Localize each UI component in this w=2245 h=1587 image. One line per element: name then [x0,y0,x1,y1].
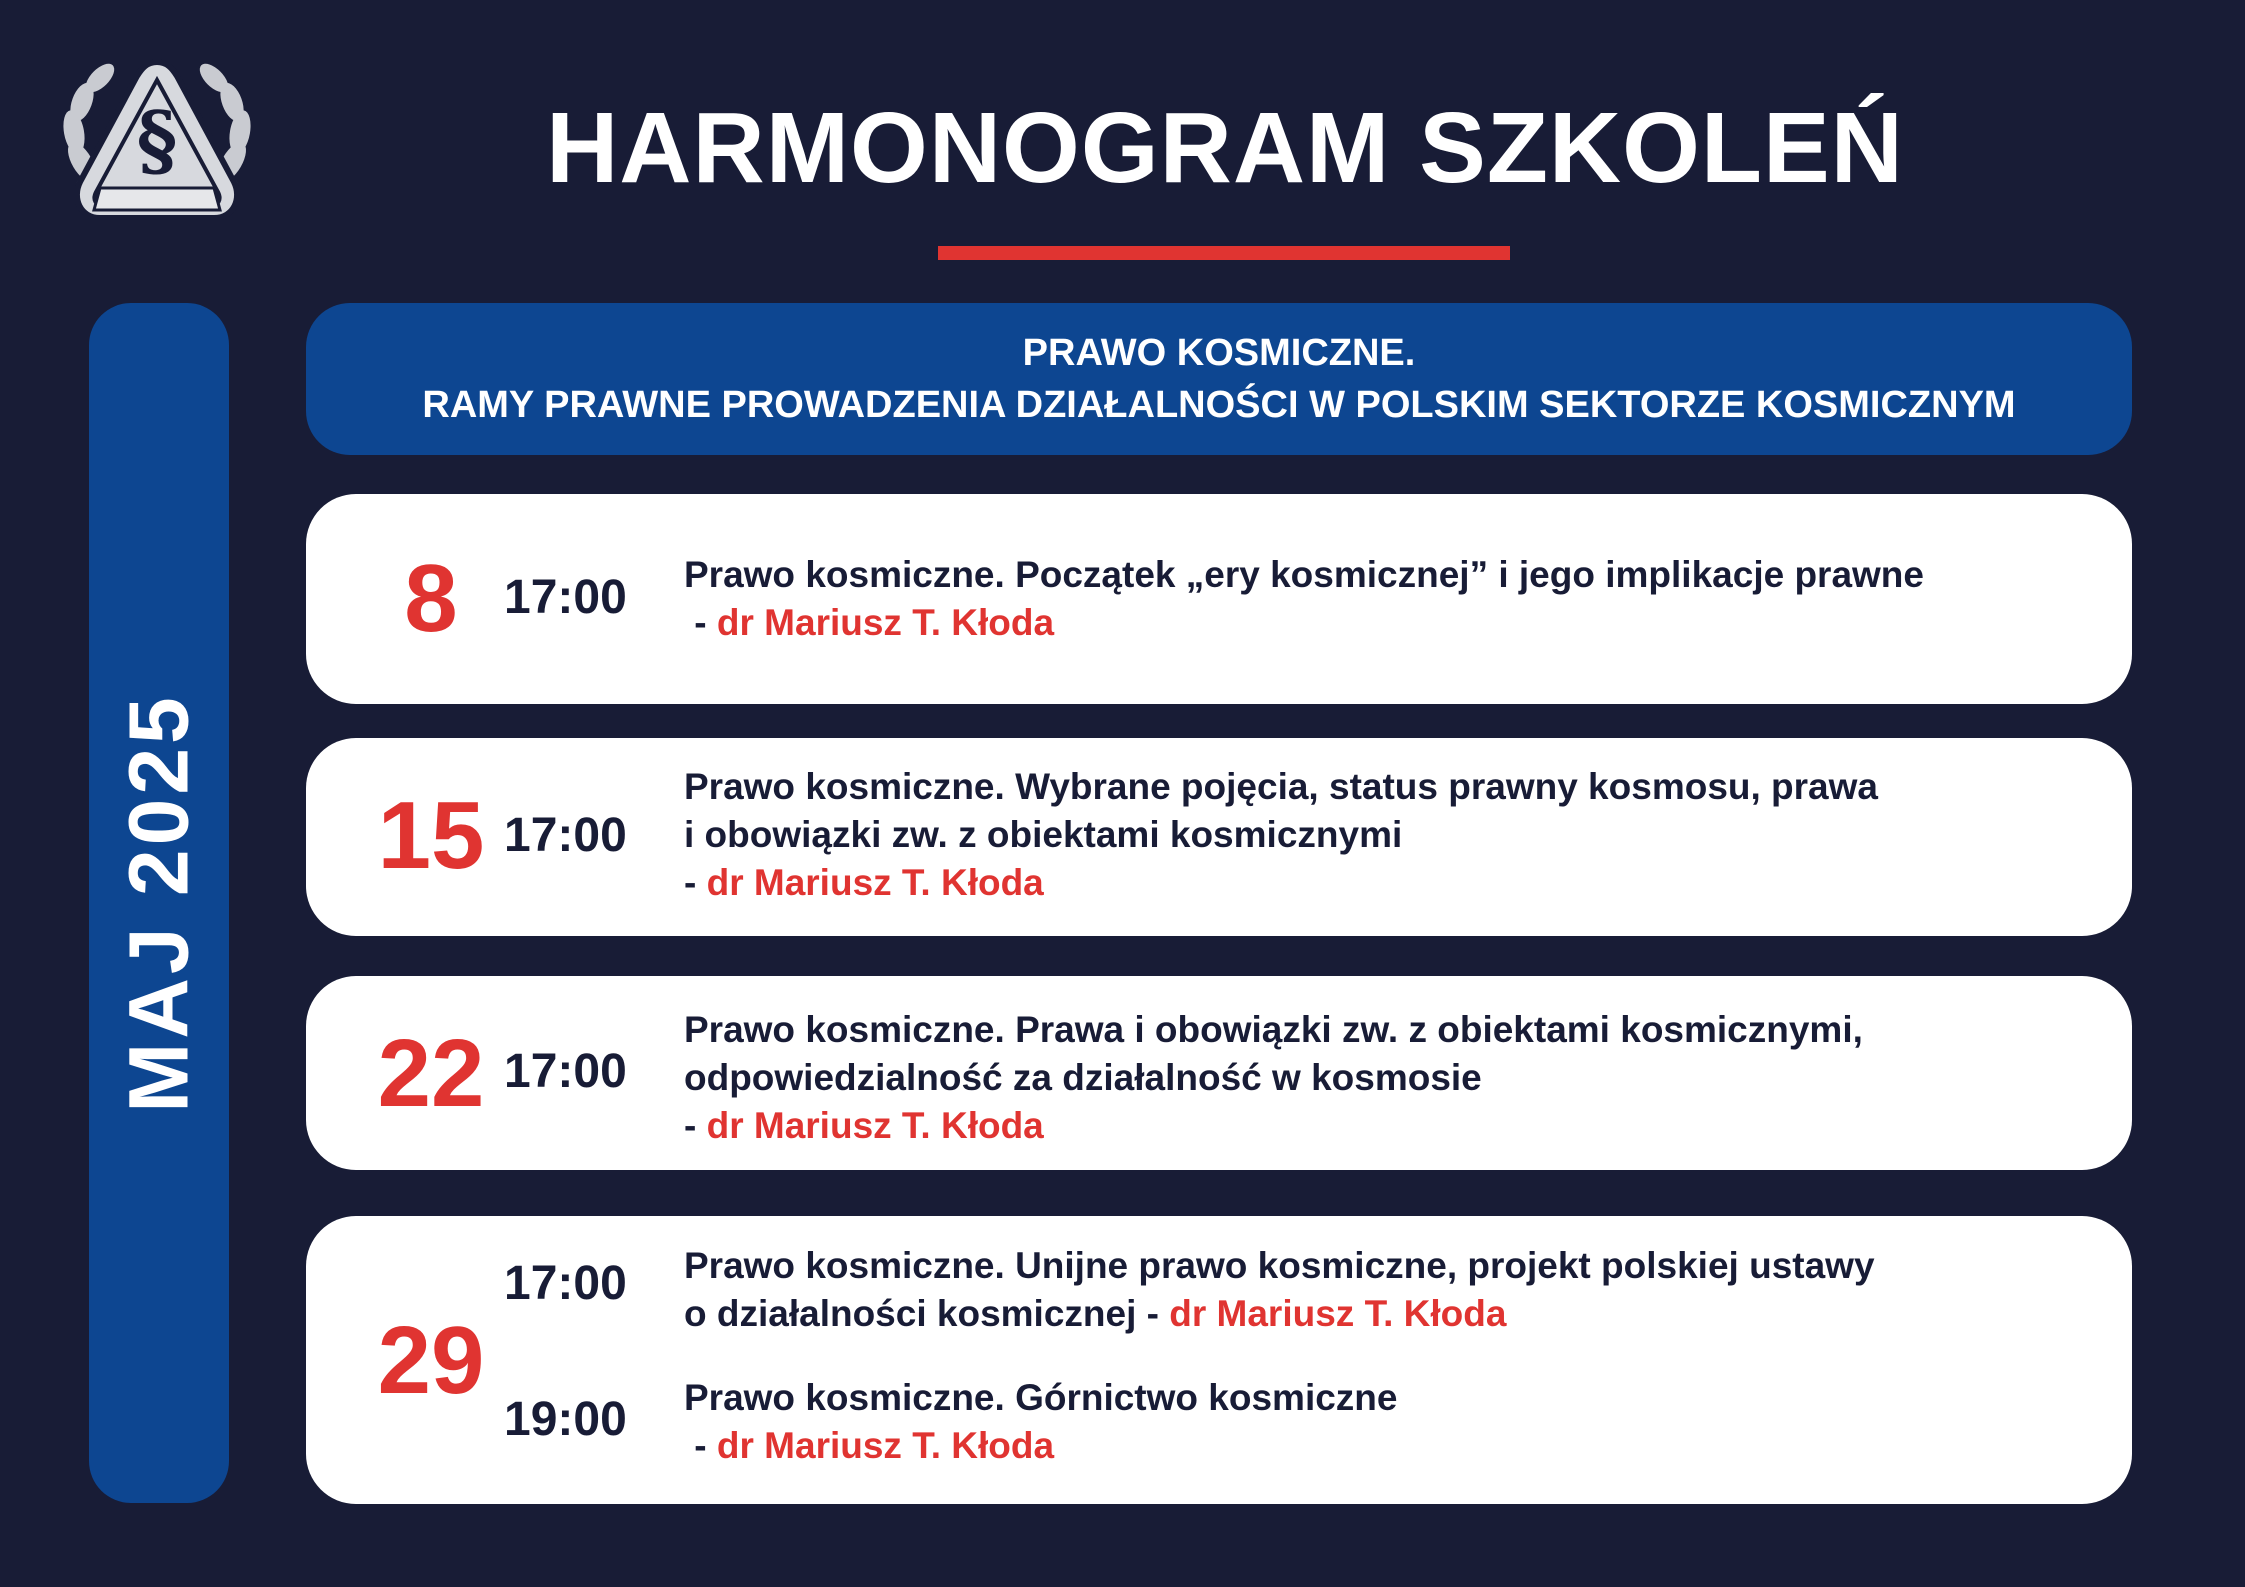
session-title-line-2: odpowiedzialność za działalność w kosmosie [684,1057,1482,1098]
session-time: 17:00 [504,571,627,624]
lecturer: dr Mariusz T. Kłoda [706,862,1044,903]
session-description [684,1006,2064,1150]
session-card [306,738,2132,936]
session-description [684,1242,2064,1338]
paragraph-icon: § [136,95,178,186]
session-day: 8 [404,545,458,652]
session-card [306,976,2132,1170]
lecturer: dr Mariusz T. Kłoda [716,1425,1055,1466]
session-description [684,1374,2064,1470]
separator: - [684,1105,707,1146]
session-lecturer-line [684,599,2064,647]
session-day: 22 [377,1020,485,1127]
kirp-logo [52,42,262,252]
session-title-line-1: Prawo kosmiczne. Wybrane pojęcia, status prawny kosmosu, prawa [684,766,1878,807]
lecturer: dr Mariusz T. Kłoda [1169,1293,1507,1334]
month-label: MAJ 2025 [111,693,206,1113]
session-time: 17:00 [504,1045,627,1098]
month-bar [89,303,229,1503]
topic-line-2: RAMY PRAWNE PROWADZENIA DZIAŁALNOŚCI W POLSKIM SEKTORZE KOSMICZNYM [422,384,2016,426]
topic-banner [306,303,2132,455]
session-lecturer-line [684,1102,2064,1150]
session-title: Prawo kosmiczne. Górnictwo kosmiczne [684,1377,1398,1418]
session-time: 17:00 [504,1257,627,1310]
session-title-line-2 [684,1290,2064,1338]
session-time: 17:00 [504,809,627,862]
separator: - [684,862,707,903]
session-card [306,494,2132,704]
session-lecturer-line [684,859,2064,907]
session-day: 29 [377,1307,485,1414]
separator: - [684,602,717,643]
session-description [684,763,2064,907]
session-day: 15 [377,782,485,889]
session-title-line-1: Prawo kosmiczne. Unijne prawo kosmiczne, projekt polskiej ustawy [684,1245,1875,1286]
lecturer: dr Mariusz T. Kłoda [706,1105,1044,1146]
title-underline [938,246,1510,260]
session-title-line-2: i obowiązki zw. z obiektami kosmicznymi [684,814,1403,855]
session-card [306,1216,2132,1504]
page-title: HARMONOGRAM SZKOLEŃ [546,92,1904,204]
session-time: 19:00 [504,1393,627,1446]
session-description [684,551,2064,647]
topic-line-1: PRAWO KOSMICZNE. [1022,332,1416,374]
separator: - [684,1425,717,1466]
session-title-line-1: Prawo kosmiczne. Prawa i obowiązki zw. z obiektami kosmicznymi, [684,1009,1863,1050]
session-title-text: o działalności kosmicznej - [684,1293,1170,1334]
session-lecturer-line [684,1422,2064,1470]
session-title: Prawo kosmiczne. Początek „ery kosmicznej” i jego implikacje prawne [684,554,1924,595]
lecturer: dr Mariusz T. Kłoda [716,602,1055,643]
